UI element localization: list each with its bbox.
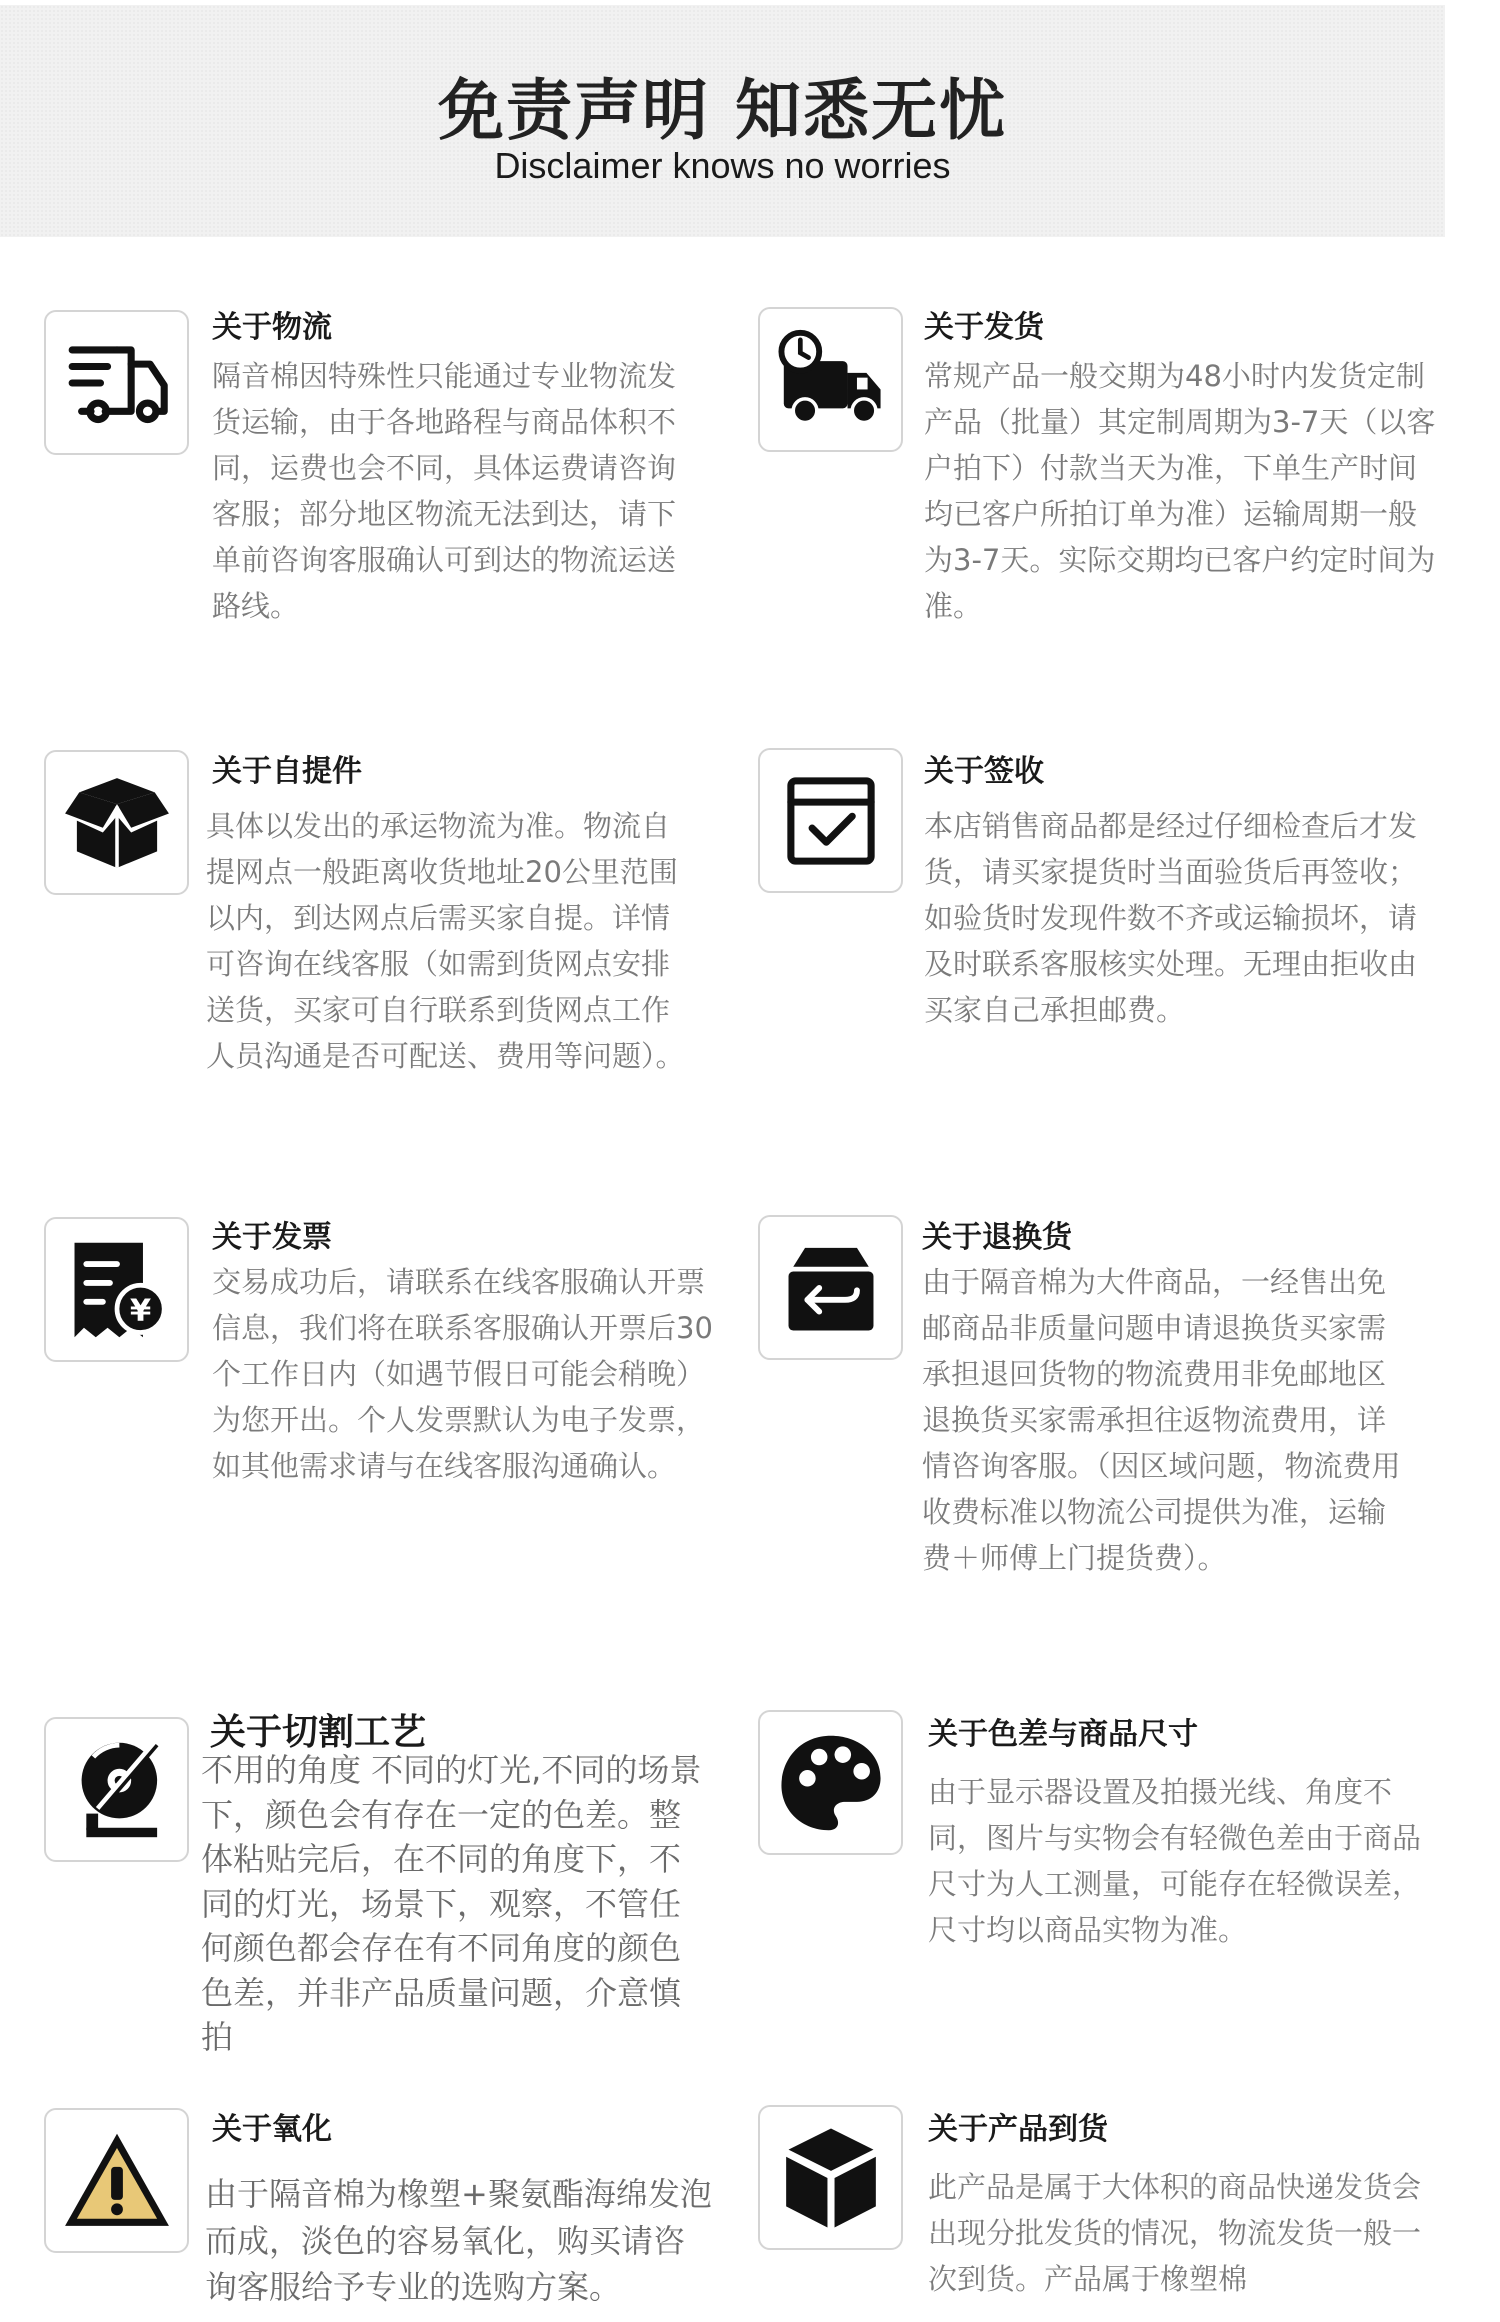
header-banner [0,5,1445,237]
invoice-yuan-icon [44,1217,189,1362]
section-title: 关于自提件 [212,754,362,789]
section-title: 关于发货 [924,310,1044,345]
page-title: 免责声明 知悉无忧 [438,72,1007,149]
section-text: 交易成功后，请联系在线客服确认开票信息，我们将在联系客服确认开票后30个工作日内（如遇节假日可能会稍晚）为您开出。个人发票默认为电子发票，如其他需求请与在线客服沟通确认。 [212,1265,713,1483]
section-title: 关于氧化 [212,2112,332,2147]
section-text: 不用的角度 不同的灯光,不同的场景下，颜色会有存在一定的色差。整体粘贴完后，在不同的角度下，不同的灯光，场景下，观察，不管任何颜色都会存在有不同角度的颜色色差，并非产品质量问题，介意慎拍 [201,1751,702,2056]
truck-lines-icon [44,310,189,455]
section-text: 具体以发出的承运物流为准。物流自提网点一般距离收货地址20公里范围以内，到达网点后需买家自提。详情可咨询在线客服（如需到货网点安排送货，买家可自行联系到货网点工作人员沟通是否可配送、费用等问题）。 [206,809,685,1073]
section-text: 常规产品一般交期为48小时内发货定制产品（批量）其定制周期为3-7天（以客户拍下）付款当天为准，下单生产时间均已客户所拍订单为准）运输周期一般为3-7天。实际交期均已客户约定时间为准。 [924,359,1436,623]
page-subtitle: Disclaimer knows no worries [494,145,951,186]
section-text: 隔音棉因特殊性只能通过专业物流发货运输，由于各地路程与商品体积不同，运费也会不同，具体运费请咨询客服；部分地区物流无法到达，请下单前咨询客服确认可到达的物流运送路线。 [212,359,677,623]
section-text: 由于显示器设置及拍摄光线、角度不同，图片与实物会有轻微色差由于商品尺寸为人工测量，可能存在轻微误差，尺寸均以商品实物为准。 [928,1775,1422,1947]
section-title: 关于切割工艺 [210,1712,427,1753]
section-title: 关于色差与商品尺寸 [928,1717,1198,1752]
section-title: 关于物流 [212,310,332,345]
section-title: 关于签收 [924,754,1044,789]
section-title: 关于产品到货 [928,2112,1108,2147]
clock-truck-icon [758,307,903,452]
section-text: 此产品是属于大体积的商品快递发货会出现分批发货的情况，物流发货一般一次到货。产品属于橡塑棉 [928,2170,1422,2296]
section-title: 关于退换货 [922,1220,1072,1255]
section-text: 由于隔音棉为橡塑+聚氨酯海绵发泡而成，淡色的容易氧化，购买请咨询客服给予专业的选购方案。 [205,2175,712,2306]
section-text: 由于隔音棉为大件商品，一经售出免邮商品非质量问题申请退换货买家需承担退回货物的物流费用非免邮地区退换货买家需承担往返物流费用，详情咨询客服。（因区域问题，物流费用收费标准以物流公司提供为准，运输费＋师傅上门提货费）。 [922,1265,1401,1575]
return-box-icon [758,1215,903,1360]
open-box-icon [44,750,189,895]
box-check-icon [758,748,903,893]
svg-text:¥: ¥ [129,1293,151,1329]
cube-icon [758,2105,903,2250]
palette-icon [758,1710,903,1855]
cutting-disc-icon [44,1717,189,1862]
warning-triangle-icon [44,2108,189,2253]
section-title: 关于发票 [212,1220,332,1255]
section-text: 本店销售商品都是经过仔细检查后才发货，请买家提货时当面验货后再签收；如验货时发现件数不齐或运输损坏，请及时联系客服核实处理。无理由拒收由买家自己承担邮费。 [924,809,1418,1027]
